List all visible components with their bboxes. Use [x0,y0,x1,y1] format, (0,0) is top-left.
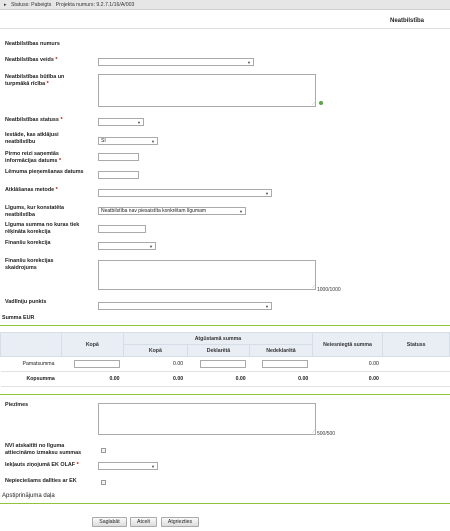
col-kopa: Kopā [61,333,124,357]
first-info-date-input[interactable] [98,153,139,161]
col-empty [1,333,62,357]
kopa-cell [61,357,124,372]
confirm-title: Apstiprinājuma daļa [2,493,55,499]
contract-sum-label: Līguma summa no kuras tiek rēķināta korekcija [5,222,80,235]
fin-corr-select[interactable] [98,242,156,250]
org-label: Iestāde, kas atklājusi neatbilstību [5,132,59,145]
status-bar [0,0,450,10]
total-atg-kopa: 0.00 [124,372,188,387]
number-label: Neatbilstības numurs [5,41,60,47]
nvi-label: NVI atskaitīti no līguma attiecināmo izmaksu summas [5,443,82,456]
notes-label: Piezīmes [5,402,29,408]
method-label: Atklāšanas metode * [5,187,58,193]
page-title: Neatbilstība [389,18,424,24]
status-text: Statuss: Pabeigts [10,2,52,8]
nvi-checkbox[interactable] [101,448,106,453]
chevron-down-icon: ▼ [247,60,251,65]
chevron-down-icon: ▼ [265,191,269,196]
nedeklareta-input[interactable] [262,360,308,368]
contract-sum-input[interactable] [98,225,146,233]
atg-kopa-cell: 0.00 [124,357,188,372]
total-label: Kopsumma [1,372,62,387]
status-dot-icon [319,101,323,105]
statuss-cell [383,357,450,372]
share-label: Nepieciešams dalīties ar EK [5,478,77,484]
table-row [1,357,450,372]
col-deklareta: Deklarētā [187,345,250,357]
chevron-down-icon: ▼ [265,304,269,309]
fin-corr-counter: 1000/1000 [317,287,341,293]
save-button[interactable]: Saglabāt [92,517,127,527]
fin-corr-desc-label: Finanšu korekcijas skaidrojums [5,258,54,271]
nedeklareta-cell [250,357,313,372]
resize-grip-icon[interactable]: ⟋ [312,429,315,434]
type-label: Neatbilstības veids * [5,57,58,63]
fin-corr-label: Finanšu korekcija [5,240,51,246]
status-label: Neatbilstības statuss * [5,117,63,123]
chevron-down-icon: ▼ [149,244,153,249]
row-label: Pamatsumma [1,357,62,372]
divider [0,503,450,504]
table-row [1,372,450,387]
olaf-select[interactable] [98,462,158,470]
chevron-down-icon: ▼ [151,139,155,144]
chevron-down-icon: ▼ [151,464,155,469]
col-atg-kopa: Kopā [124,345,188,357]
total-nedeklareta: 0.00 [250,372,313,387]
col-statuss: Statuss [383,333,450,357]
divider [0,325,450,326]
col-neiesniegta: Neiesniegtā summa [312,333,383,357]
contract-value: Neatbilstība nav piesaistīta konkrētam līgumam [101,208,207,214]
decision-label: Lēmuma pieņemšanas datums [5,169,84,175]
org-value: SI [101,138,106,144]
share-checkbox[interactable] [101,480,106,485]
guideline-label: Vadlīniju punkts [5,299,47,305]
chevron-down-icon: ▼ [137,120,141,125]
chevron-down-icon: ▼ [239,209,243,214]
deklareta-input[interactable] [200,360,246,368]
expand-arrow-icon[interactable]: ▸ [4,2,7,8]
neiesniegta-cell: 0.00 [312,357,383,372]
resize-grip-icon[interactable]: ⟋ [312,284,315,289]
fin-corr-desc-textarea[interactable] [98,260,316,290]
guideline-select[interactable] [98,302,272,310]
total-neiesniegta: 0.00 [312,372,383,387]
col-nedeklareta: Nedeklarētā [250,345,313,357]
resize-grip-icon[interactable]: ⟋ [312,101,315,106]
status-select[interactable] [98,118,144,126]
deklareta-cell [187,357,250,372]
col-atgustama: Atgūstamā summa [124,333,313,345]
desc-label: Neatbilstības būtība un turpmākā rīcība * [5,74,65,87]
notes-textarea[interactable] [98,403,316,435]
first-info-label: Pirmo reizi saņemtās informācijas datums * [5,151,62,164]
kopa-input[interactable] [74,360,120,368]
decision-date-input[interactable] [98,171,139,179]
cancel-button[interactable]: Atcelt [130,517,157,527]
notes-counter: 500/500 [317,431,336,437]
section-header [0,15,450,29]
olaf-label: Iekļauts ziņojumā EK OLAF * [5,462,79,468]
sum-table [0,332,450,387]
total-kopa: 0.00 [61,372,124,387]
desc-textarea[interactable] [98,74,316,107]
contract-label: Līgums, kur konstatēta neatbilstība [5,205,65,218]
total-deklareta: 0.00 [187,372,250,387]
type-select[interactable] [98,58,254,66]
org-select[interactable] [98,137,158,145]
total-statuss [383,372,450,387]
method-select[interactable] [98,189,272,197]
divider [0,394,450,395]
project-number: Projekta numurs: 9.2.7.1/16/A/003 [55,2,135,8]
contract-select[interactable] [98,207,246,215]
sum-title: Summa EUR [2,315,35,321]
return-button[interactable]: Atgriezties [161,517,199,527]
